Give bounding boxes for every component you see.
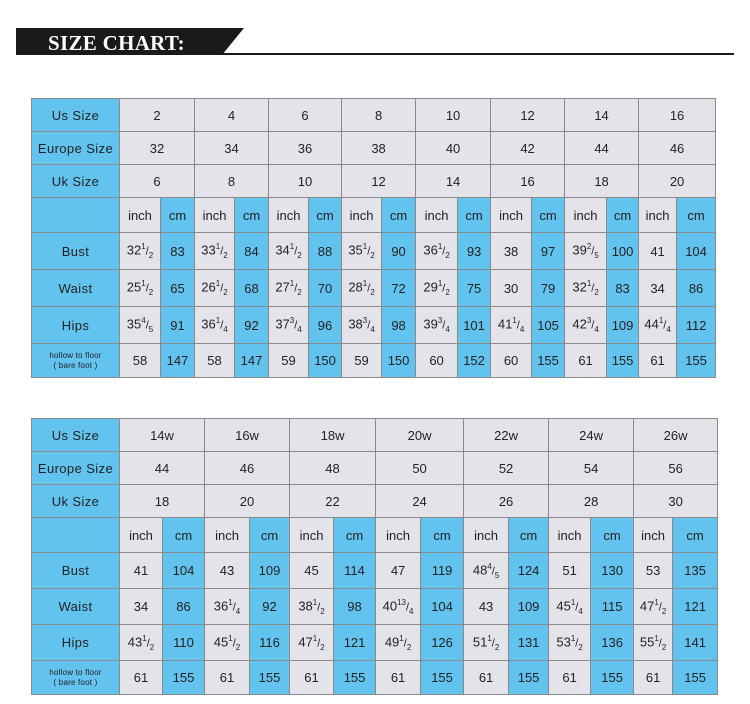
waist-inch-value: 43 [464, 589, 509, 625]
hollow-label-line1: hollow to floor [49, 667, 102, 677]
waist-label: Waist [32, 270, 120, 307]
hips-inch-value: $44^1/_4$ [639, 307, 677, 344]
uk-size-value: 26 [464, 485, 549, 518]
waist-inch-value: $38^1/_2$ [290, 589, 334, 625]
hollow-cm-value: 155 [250, 661, 290, 695]
hollow-cm-value: 155 [532, 344, 565, 378]
hollow-inch-value: 61 [120, 661, 163, 695]
waist-row [32, 589, 718, 625]
bust-cm-value: 135 [673, 553, 718, 589]
europe-size-value: 48 [290, 452, 376, 485]
bust-inch-value: $32^1/_2$ [120, 233, 161, 270]
unit-cm-label: cm [382, 198, 416, 233]
unit-cm-label: cm [509, 518, 549, 553]
hollow-inch-value: 60 [416, 344, 458, 378]
bust-cm-value: 88 [309, 233, 342, 270]
europe-size-label: Europe Size [32, 132, 120, 165]
europe-size-value: 32 [120, 132, 195, 165]
unit-inch-label: inch [120, 518, 163, 553]
europe-size-value: 50 [376, 452, 464, 485]
unit-cm-label: cm [161, 198, 195, 233]
hollow-label-line2: ( bare foot ) [53, 677, 98, 687]
bust-cm-value: 130 [591, 553, 634, 589]
uk-size-label: Uk Size [32, 485, 120, 518]
us-size-value: 14 [565, 99, 639, 132]
bust-cm-value: 83 [161, 233, 195, 270]
bust-inch-value: $33^1/_2$ [195, 233, 235, 270]
unit-cm-label: cm [607, 198, 639, 233]
waist-inch-value: $25^1/_2$ [120, 270, 161, 307]
waist-inch-value: $29^1/_2$ [416, 270, 458, 307]
waist-inch-value: $45^1/_4$ [549, 589, 591, 625]
europe-size-row [32, 132, 716, 165]
bust-inch-value: 41 [120, 553, 163, 589]
hollow-inch-value: 61 [464, 661, 509, 695]
uk-size-value: 20 [639, 165, 716, 198]
hips-inch-value: $41^1/_4$ [491, 307, 532, 344]
unit-inch-label: inch [205, 518, 250, 553]
bust-cm-value: 93 [458, 233, 491, 270]
hips-cm-value: 105 [532, 307, 565, 344]
unit-cm-label: cm [591, 518, 634, 553]
unit-cm-label: cm [677, 198, 716, 233]
unit-inch-label: inch [634, 518, 673, 553]
europe-size-value: 44 [120, 452, 205, 485]
unit-row [32, 518, 718, 553]
europe-size-value: 46 [205, 452, 290, 485]
uk-size-value: 6 [120, 165, 195, 198]
unit-row-corner [32, 198, 120, 233]
us-size-value: 14w [120, 419, 205, 452]
us-size-value: 8 [342, 99, 416, 132]
hollow-label-line2: ( bare foot ) [53, 360, 98, 370]
hips-inch-value: $36^1/_4$ [195, 307, 235, 344]
europe-size-value: 34 [195, 132, 269, 165]
waist-cm-value: 98 [334, 589, 376, 625]
uk-size-value: 20 [205, 485, 290, 518]
europe-size-row [32, 452, 718, 485]
hips-inch-value: $39^3/_4$ [416, 307, 458, 344]
unit-inch-label: inch [464, 518, 509, 553]
unit-cm-label: cm [250, 518, 290, 553]
unit-row [32, 198, 716, 233]
bust-cm-value: 114 [334, 553, 376, 589]
waist-inch-value: 34 [639, 270, 677, 307]
unit-cm-label: cm [235, 198, 269, 233]
unit-inch-label: inch [342, 198, 382, 233]
uk-size-value: 10 [269, 165, 342, 198]
page-title: SIZE CHART: [48, 31, 185, 55]
size-chart-table-standard [31, 98, 716, 378]
us-size-value: 22w [464, 419, 549, 452]
hollow-cm-value: 155 [677, 344, 716, 378]
waist-inch-value: $32^1/_2$ [565, 270, 607, 307]
unit-inch-label: inch [290, 518, 334, 553]
waist-inch-value: 34 [120, 589, 163, 625]
hollow-cm-value: 155 [673, 661, 718, 695]
unit-inch-label: inch [491, 198, 532, 233]
hollow-label-line1: hollow to floor [49, 350, 102, 360]
waist-cm-value: 109 [509, 589, 549, 625]
hollow-inch-value: 61 [205, 661, 250, 695]
waist-cm-value: 104 [421, 589, 464, 625]
waist-label: Waist [32, 589, 120, 625]
hollow-to-floor-label [32, 661, 120, 695]
hips-inch-value: $45^1/_2$ [205, 625, 250, 661]
bust-inch-value: 53 [634, 553, 673, 589]
waist-inch-value: $47^1/_2$ [634, 589, 673, 625]
hips-cm-value: 136 [591, 625, 634, 661]
us-size-label: Us Size [32, 419, 120, 452]
unit-inch-label: inch [565, 198, 607, 233]
hollow-to-floor-row [32, 344, 716, 378]
unit-cm-label: cm [673, 518, 718, 553]
us-size-value: 26w [634, 419, 718, 452]
hips-cm-value: 91 [161, 307, 195, 344]
uk-size-value: 18 [120, 485, 205, 518]
unit-inch-label: inch [639, 198, 677, 233]
us-size-value: 18w [290, 419, 376, 452]
us-size-value: 6 [269, 99, 342, 132]
us-size-row [32, 419, 718, 452]
bust-inch-value: $36^1/_2$ [416, 233, 458, 270]
uk-size-value: 8 [195, 165, 269, 198]
europe-size-value: 38 [342, 132, 416, 165]
hips-inch-value: $47^1/_2$ [290, 625, 334, 661]
waist-cm-value: 68 [235, 270, 269, 307]
europe-size-value: 54 [549, 452, 634, 485]
waist-cm-value: 75 [458, 270, 491, 307]
hips-inch-value: $49^1/_2$ [376, 625, 421, 661]
hollow-inch-value: 60 [491, 344, 532, 378]
bust-inch-value: $35^1/_2$ [342, 233, 382, 270]
bust-cm-value: 104 [163, 553, 205, 589]
hips-row [32, 307, 716, 344]
unit-inch-label: inch [195, 198, 235, 233]
waist-inch-value: 30 [491, 270, 532, 307]
bust-cm-value: 109 [250, 553, 290, 589]
uk-size-label: Uk Size [32, 165, 120, 198]
bust-cm-value: 90 [382, 233, 416, 270]
hips-label: Hips [32, 307, 120, 344]
hips-cm-value: 109 [607, 307, 639, 344]
bust-cm-value: 100 [607, 233, 639, 270]
hollow-cm-value: 147 [235, 344, 269, 378]
us-size-value: 2 [120, 99, 195, 132]
unit-cm-label: cm [309, 198, 342, 233]
bust-row [32, 553, 718, 589]
hips-cm-value: 131 [509, 625, 549, 661]
europe-size-value: 36 [269, 132, 342, 165]
europe-size-value: 40 [416, 132, 491, 165]
waist-row [32, 270, 716, 307]
waist-inch-value: $26^1/_2$ [195, 270, 235, 307]
us-size-label: Us Size [32, 99, 120, 132]
waist-inch-value: $36^1/_4$ [205, 589, 250, 625]
bust-inch-value: 38 [491, 233, 532, 270]
hips-cm-value: 96 [309, 307, 342, 344]
header-underline [222, 53, 734, 55]
bust-cm-value: 97 [532, 233, 565, 270]
hips-cm-value: 116 [250, 625, 290, 661]
europe-size-value: 56 [634, 452, 718, 485]
waist-inch-value: $28^1/_2$ [342, 270, 382, 307]
hollow-cm-value: 155 [163, 661, 205, 695]
bust-inch-value: $48^4/_5$ [464, 553, 509, 589]
bust-inch-value: $39^2/_5$ [565, 233, 607, 270]
hollow-to-floor-label [32, 344, 120, 378]
hips-inch-value: $43^1/_2$ [120, 625, 163, 661]
hollow-cm-value: 152 [458, 344, 491, 378]
bust-cm-value: 119 [421, 553, 464, 589]
hips-inch-value: $55^1/_2$ [634, 625, 673, 661]
bust-inch-value: 43 [205, 553, 250, 589]
hips-inch-value: $51^1/_2$ [464, 625, 509, 661]
hips-inch-value: $38^3/_4$ [342, 307, 382, 344]
europe-size-value: 46 [639, 132, 716, 165]
waist-cm-value: 83 [607, 270, 639, 307]
uk-size-value: 28 [549, 485, 634, 518]
hollow-inch-value: 58 [195, 344, 235, 378]
hips-label: Hips [32, 625, 120, 661]
hips-cm-value: 101 [458, 307, 491, 344]
us-size-value: 16w [205, 419, 290, 452]
us-size-value: 16 [639, 99, 716, 132]
waist-cm-value: 70 [309, 270, 342, 307]
hips-cm-value: 98 [382, 307, 416, 344]
uk-size-value: 30 [634, 485, 718, 518]
hips-inch-value: $42^3/_4$ [565, 307, 607, 344]
europe-size-value: 44 [565, 132, 639, 165]
uk-size-value: 18 [565, 165, 639, 198]
waist-cm-value: 115 [591, 589, 634, 625]
us-size-value: 12 [491, 99, 565, 132]
waist-cm-value: 121 [673, 589, 718, 625]
hips-cm-value: 141 [673, 625, 718, 661]
bust-inch-value: $34^1/_2$ [269, 233, 309, 270]
waist-cm-value: 86 [677, 270, 716, 307]
hollow-inch-value: 61 [639, 344, 677, 378]
waist-cm-value: 79 [532, 270, 565, 307]
uk-size-value: 24 [376, 485, 464, 518]
hollow-inch-value: 61 [549, 661, 591, 695]
bust-label: Bust [32, 553, 120, 589]
hips-inch-value: $35^4/_5$ [120, 307, 161, 344]
unit-inch-label: inch [269, 198, 309, 233]
hips-inch-value: $53^1/_2$ [549, 625, 591, 661]
hollow-cm-value: 150 [382, 344, 416, 378]
uk-size-value: 14 [416, 165, 491, 198]
us-size-value: 10 [416, 99, 491, 132]
bust-inch-value: 47 [376, 553, 421, 589]
header-bar-slant [222, 28, 244, 55]
bust-inch-value: 51 [549, 553, 591, 589]
hips-row [32, 625, 718, 661]
uk-size-value: 22 [290, 485, 376, 518]
bust-inch-value: 45 [290, 553, 334, 589]
us-size-value: 20w [376, 419, 464, 452]
hollow-cm-value: 155 [509, 661, 549, 695]
unit-cm-label: cm [458, 198, 491, 233]
hollow-inch-value: 58 [120, 344, 161, 378]
hips-cm-value: 121 [334, 625, 376, 661]
hollow-cm-value: 155 [591, 661, 634, 695]
hips-cm-value: 92 [235, 307, 269, 344]
hollow-to-floor-row [32, 661, 718, 695]
unit-cm-label: cm [532, 198, 565, 233]
hollow-inch-value: 59 [269, 344, 309, 378]
unit-inch-label: inch [416, 198, 458, 233]
hollow-inch-value: 61 [376, 661, 421, 695]
hollow-inch-value: 61 [565, 344, 607, 378]
bust-cm-value: 104 [677, 233, 716, 270]
size-chart-table-plus [31, 418, 718, 695]
hips-cm-value: 112 [677, 307, 716, 344]
hips-cm-value: 110 [163, 625, 205, 661]
bust-label: Bust [32, 233, 120, 270]
bust-inch-value: 41 [639, 233, 677, 270]
hollow-inch-value: 59 [342, 344, 382, 378]
unit-cm-label: cm [421, 518, 464, 553]
hollow-cm-value: 155 [334, 661, 376, 695]
waist-cm-value: 72 [382, 270, 416, 307]
europe-size-value: 52 [464, 452, 549, 485]
waist-cm-value: 65 [161, 270, 195, 307]
size-chart-header [16, 28, 734, 56]
unit-inch-label: inch [376, 518, 421, 553]
us-size-value: 4 [195, 99, 269, 132]
hollow-cm-value: 155 [607, 344, 639, 378]
uk-size-value: 16 [491, 165, 565, 198]
uk-size-value: 12 [342, 165, 416, 198]
waist-inch-value: $27^1/_2$ [269, 270, 309, 307]
hips-inch-value: $37^3/_4$ [269, 307, 309, 344]
hollow-cm-value: 147 [161, 344, 195, 378]
unit-cm-label: cm [334, 518, 376, 553]
uk-size-row [32, 165, 716, 198]
europe-size-label: Europe Size [32, 452, 120, 485]
unit-inch-label: inch [120, 198, 161, 233]
hollow-cm-value: 150 [309, 344, 342, 378]
hips-cm-value: 126 [421, 625, 464, 661]
bust-cm-value: 84 [235, 233, 269, 270]
uk-size-row [32, 485, 718, 518]
hollow-inch-value: 61 [634, 661, 673, 695]
hollow-cm-value: 155 [421, 661, 464, 695]
unit-row-corner [32, 518, 120, 553]
hollow-inch-value: 61 [290, 661, 334, 695]
us-size-row [32, 99, 716, 132]
bust-row [32, 233, 716, 270]
waist-cm-value: 86 [163, 589, 205, 625]
waist-inch-value: $40^{13}/_4$ [376, 589, 421, 625]
waist-cm-value: 92 [250, 589, 290, 625]
unit-inch-label: inch [549, 518, 591, 553]
europe-size-value: 42 [491, 132, 565, 165]
us-size-value: 24w [549, 419, 634, 452]
bust-cm-value: 124 [509, 553, 549, 589]
unit-cm-label: cm [163, 518, 205, 553]
